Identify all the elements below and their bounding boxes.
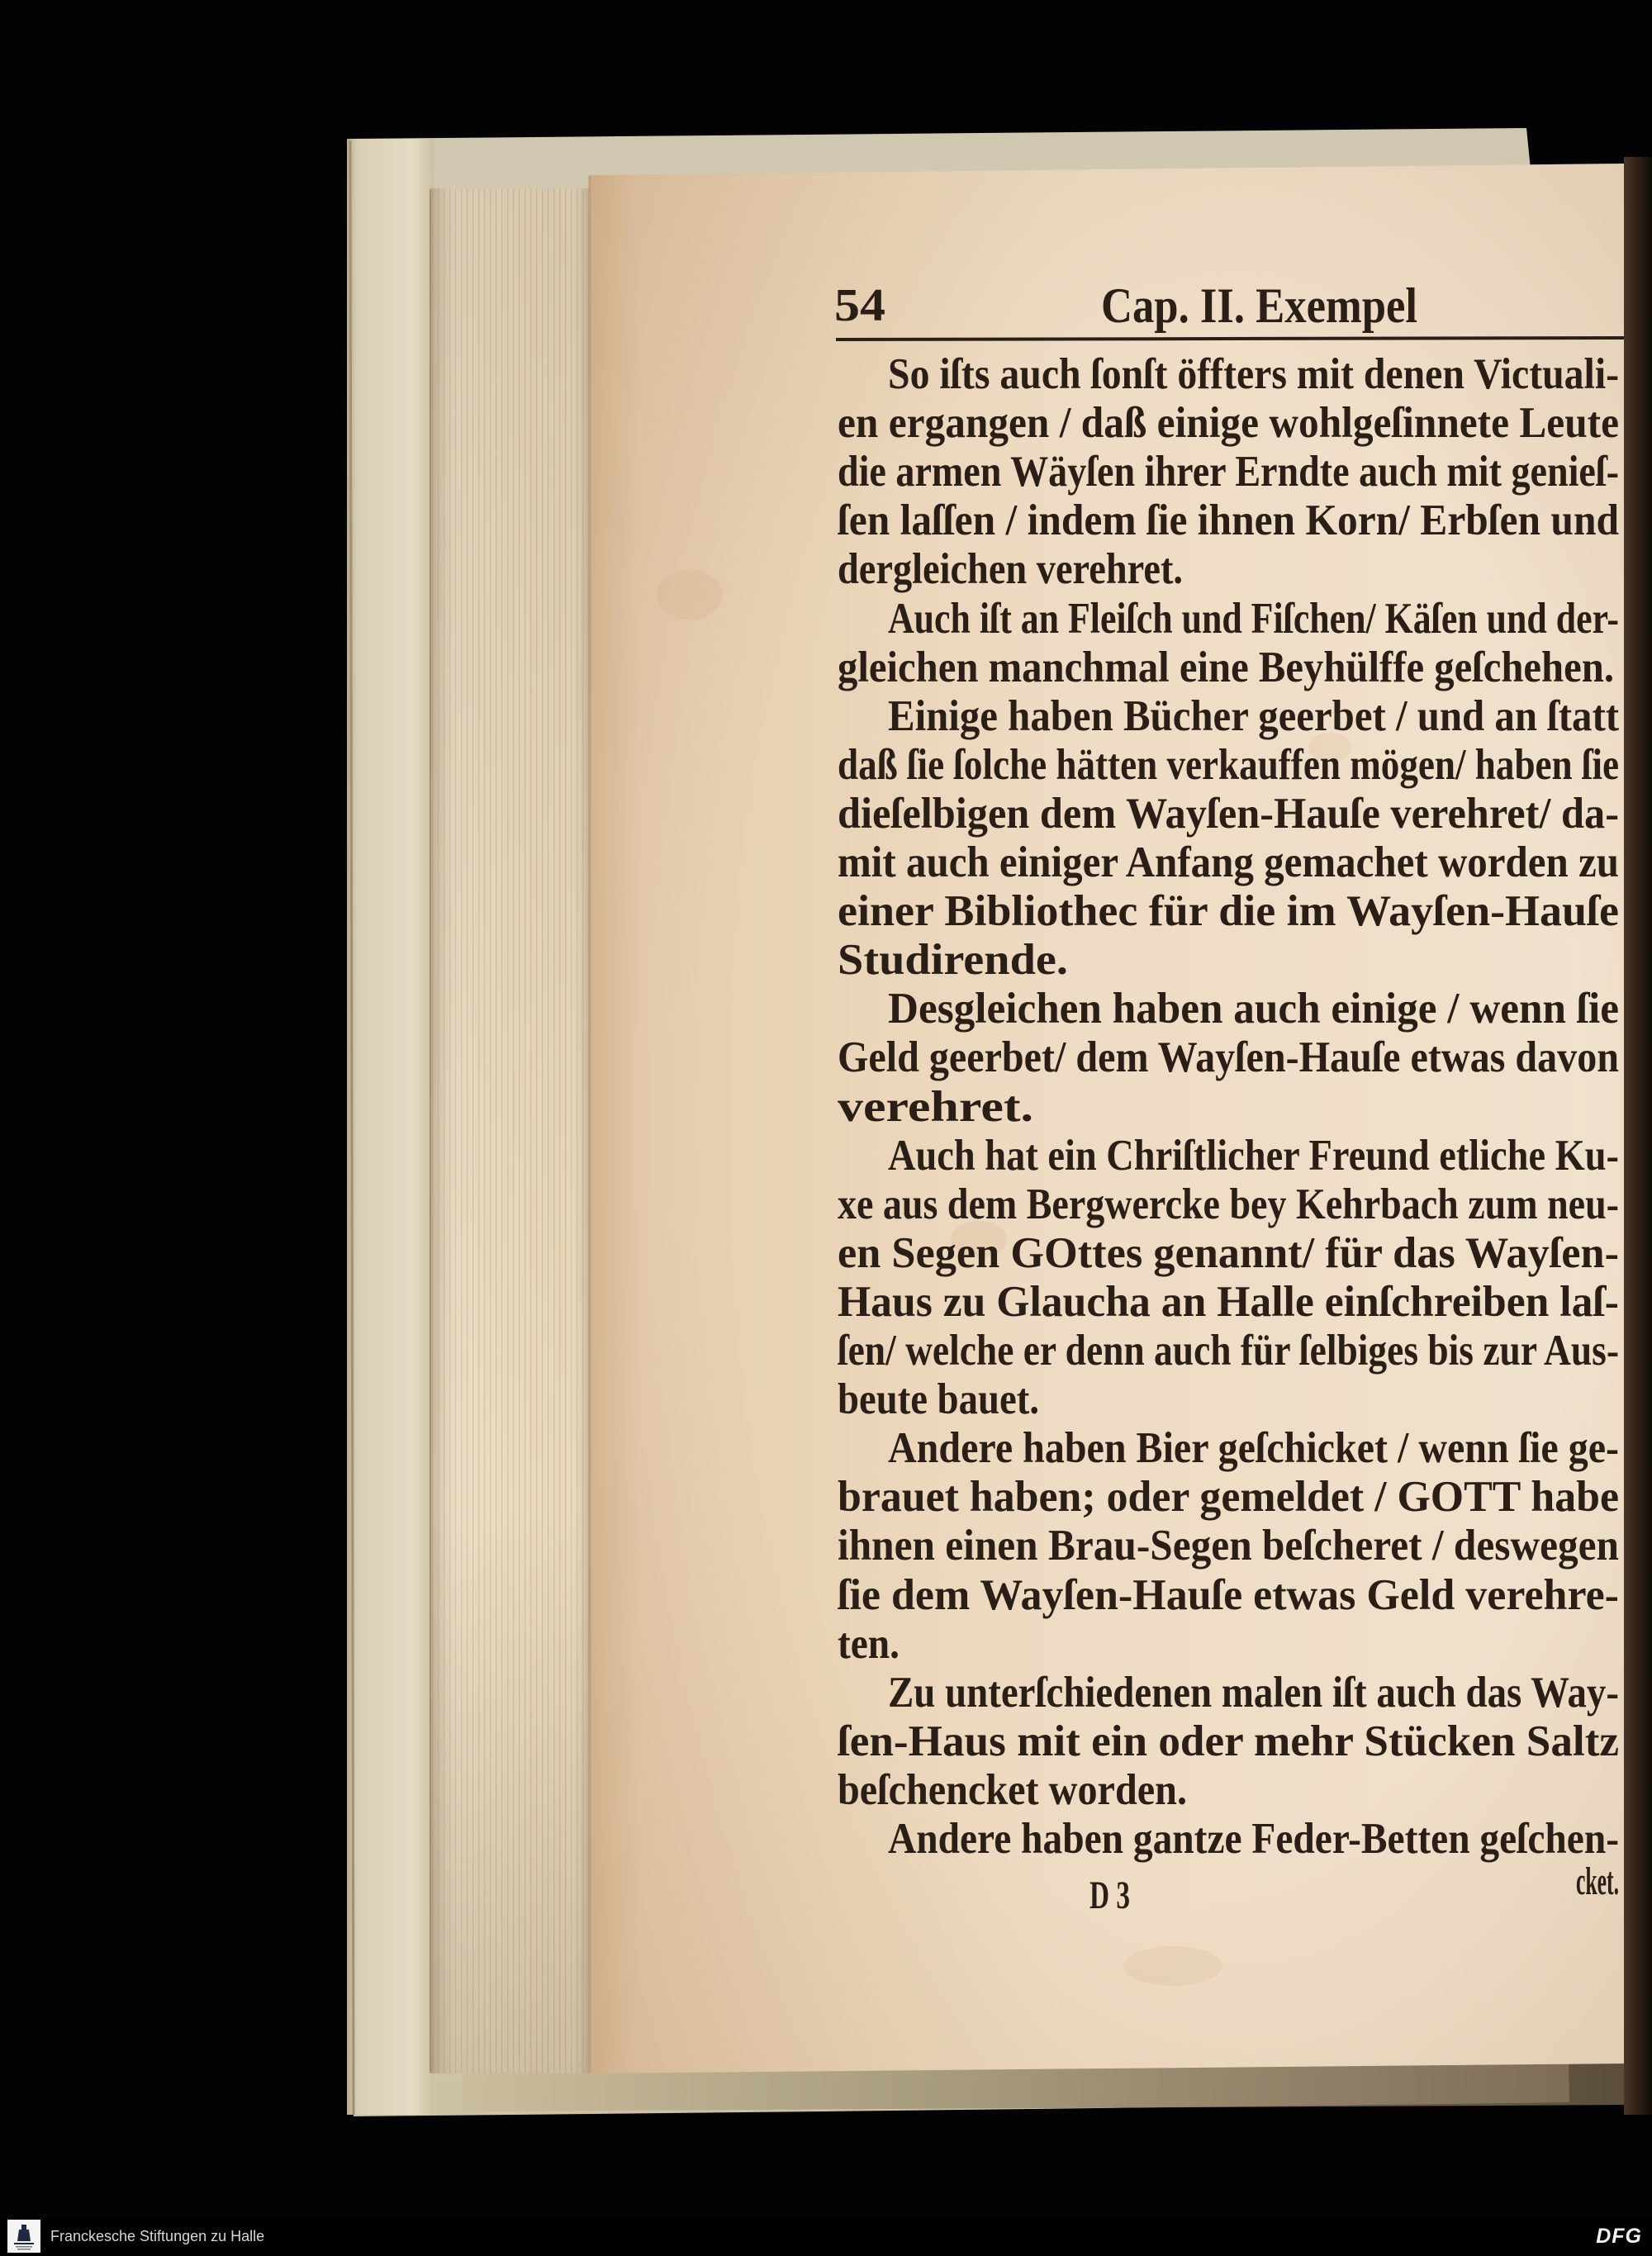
cover-spine-edge — [347, 139, 434, 2115]
text-line: ſen laſſen / indem ſie ihnen Korn/ Erbſen und — [838, 496, 1619, 544]
text-line: dergleichen verehret. — [838, 545, 1183, 593]
text-line: Andere haben Bier geſchicket / wenn ſie ge- — [888, 1424, 1619, 1472]
running-head: Cap. II. Exempel — [1101, 278, 1417, 333]
text-line: Einige haben Bücher geerbet / und an ſtatt — [888, 692, 1620, 740]
page-number: 54 — [834, 280, 885, 331]
text-line: ihnen einen Brau-Segen beſcheret / deswegen — [838, 1522, 1619, 1570]
signature-mark: D 3 — [1089, 1874, 1130, 1917]
text-line: dieſelbigen dem Wayſen-Hauſe verehret/ da- — [838, 790, 1619, 838]
page-edges-shade-vertical — [430, 188, 591, 2073]
text-line: beſchencket worden. — [838, 1766, 1187, 1814]
text-line: Auch iſt an Fleiſch und Fiſchen/ Käſen und der- — [888, 595, 1619, 643]
text-line: ten. — [838, 1620, 900, 1668]
institution-name: Franckesche Stiftungen zu Halle — [50, 2228, 265, 2244]
text-line: Studirende. — [838, 936, 1068, 984]
text-line: en ergangen / daß einige wohlgeſinnete Leute — [838, 399, 1619, 447]
text-line: ſie dem Wayſen-Hauſe etwas Geld verehre- — [838, 1571, 1619, 1619]
header-rule — [836, 338, 1624, 340]
text-line: xe aus dem Bergwercke bey Kehrbach zum neu- — [838, 1180, 1619, 1228]
text-line: Haus zu Glaucha an Halle einſchreiben laſ- — [838, 1278, 1619, 1326]
text-line: Andere haben gantze Feder-Betten geſchen- — [888, 1815, 1619, 1863]
text-line: die armen Wäyſen ihrer Erndte auch mit genieſ- — [838, 448, 1619, 496]
text-line: gleichen manchmal eine Beyhülffe geſchehen. — [838, 644, 1614, 691]
foxing-spot — [1123, 1946, 1222, 1986]
gutter-shadow — [1624, 157, 1652, 2115]
dfg-logo: DFG — [1596, 2225, 1642, 2248]
text-line: mit auch einiger Anfang gemachet worden zu — [838, 838, 1619, 886]
text-line: daß ſie ſolche hätten verkauffen mögen/ haben ſie — [838, 741, 1619, 789]
text-line: en Segen GOttes genannt/ für das Wayſen- — [838, 1229, 1619, 1277]
catchword: cket. — [1576, 1859, 1619, 1903]
text-line: einer Bibliothec für die im Wayſen-Hauſe — [838, 887, 1619, 935]
foxing-spot — [657, 570, 723, 620]
text-line: ſen-Haus mit ein oder mehr Stücken Saltz — [838, 1717, 1619, 1765]
text-line: Auch hat ein Chriſtlicher Freund etliche Ku- — [888, 1132, 1619, 1180]
text-line: Zu unterſchiedenen malen iſt auch das Way- — [888, 1669, 1619, 1717]
text-line: brauet haben; oder gemeldet / GOTT habe — [838, 1473, 1619, 1521]
text-line: verehret. — [838, 1083, 1033, 1131]
viewer-footer — [0, 2216, 1652, 2256]
text-line: So iſts auch ſonſt öffters mit denen Victuali- — [888, 350, 1619, 398]
foundation-logo-icon — [7, 2220, 40, 2253]
text-line: Geld geerbet/ dem Wayſen-Hauſe etwas davon — [838, 1033, 1619, 1081]
text-line: ſen/ welche er denn auch für ſelbiges bis zur Aus- — [838, 1327, 1619, 1375]
text-line: Desgleichen haben auch einige / wenn ſie — [888, 985, 1619, 1033]
text-line: beute bauet. — [838, 1375, 1039, 1423]
